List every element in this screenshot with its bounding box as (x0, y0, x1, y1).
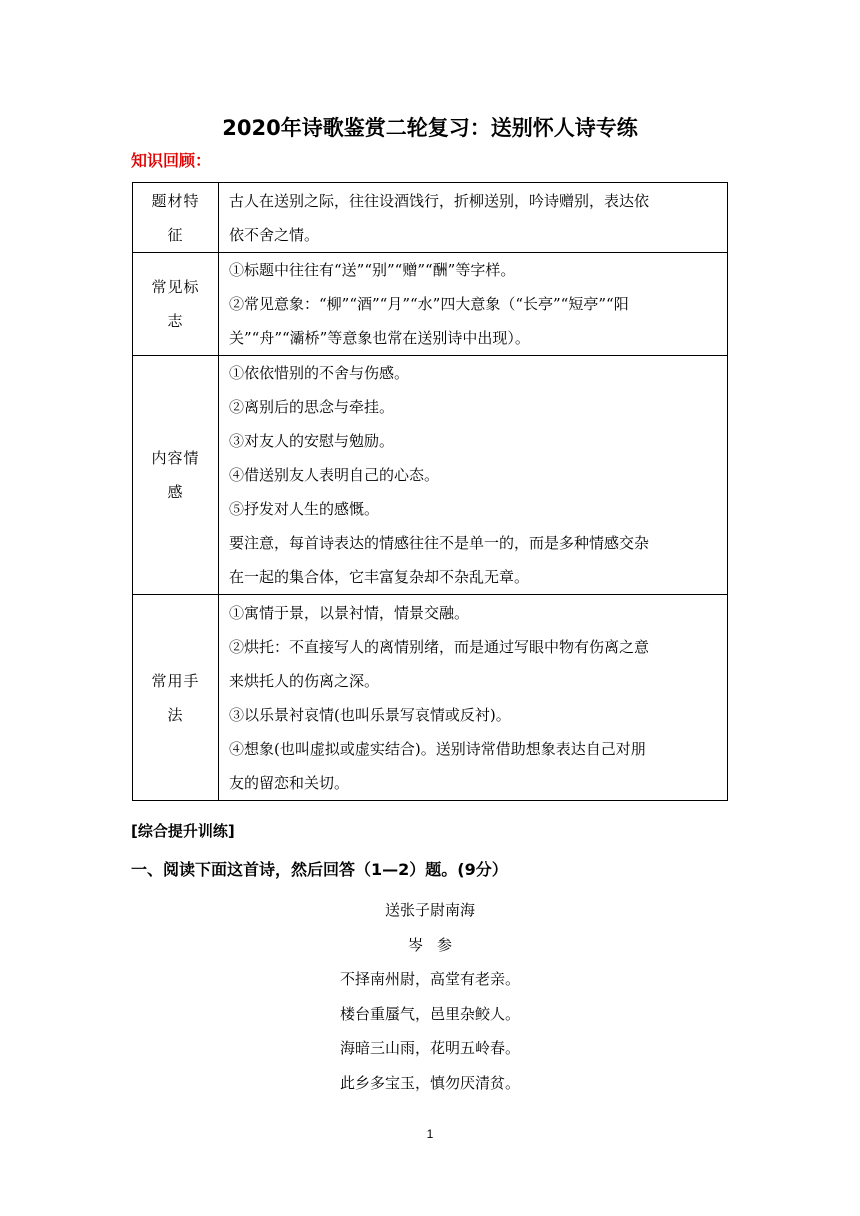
poem-title: 送张子尉南海 (384, 901, 475, 919)
content-line: 要注意，每首诗表达的情感往往不是单一的，而是多种情感交杂 (229, 534, 650, 552)
row-label-line: 题材特 (151, 191, 200, 210)
practice-heading: [综合提升训练] (131, 822, 235, 840)
table-row (133, 253, 728, 356)
row-label (133, 356, 219, 595)
poem-line: 不择南州尉，高堂有老亲。 (339, 970, 520, 988)
poem-line: 楼台重蜃气，邑里杂鲛人。 (339, 1004, 520, 1023)
row-label (133, 253, 219, 356)
content-line: ①寓情于景，以景衬情，情景交融。 (229, 603, 470, 622)
content-line: ①依依惜别的不舍与伤感。 (229, 364, 410, 382)
content-line: ①标题中往往有“送”“别”“赠”“酬”等字样。 (229, 261, 516, 279)
row-label (133, 183, 219, 253)
row-content (219, 183, 728, 253)
row-label-line: 内容情 (151, 449, 200, 467)
row-label-line: 法 (167, 705, 184, 724)
content-line: 关”“舟”“灞桥”等意象也常在送别诗中出现）。 (229, 329, 530, 347)
page-title: 2020年诗歌鉴赏二轮复习：送别怀人诗专练 (222, 116, 638, 140)
knowledge-heading: 知识回顾： (131, 151, 212, 170)
table-row (133, 356, 728, 595)
content-line: ②离别后的思念与牵挂。 (229, 398, 395, 416)
content-line: ②常见意象：“柳”“酒”“月”“水”四大意象（“长亭”“短亭”“阳 (229, 295, 629, 313)
page-number: 1 (426, 1127, 434, 1141)
table-row (133, 595, 728, 801)
content-line: 来烘托人的伤离之深。 (229, 671, 380, 690)
content-line: ④借送别友人表明自己的心态。 (229, 466, 440, 484)
row-label (133, 595, 219, 801)
content-line: 古人在送别之际，往往设酒饯行，折柳送别，吟诗赠别，表达依 (229, 191, 650, 210)
row-content (219, 595, 728, 801)
content-line: 在一起的集合体，它丰富复杂却不杂乱无章。 (229, 568, 530, 586)
row-label-line: 感 (167, 483, 184, 501)
poem-line: 海暗三山雨，花明五岭春。 (339, 1039, 520, 1057)
content-line: 友的留恋和关切。 (229, 773, 350, 792)
row-label-line: 常见标 (151, 278, 200, 296)
row-label-line: 志 (167, 312, 184, 330)
row-content (219, 253, 728, 356)
table-row (133, 183, 728, 253)
question-heading: 一、阅读下面这首诗，然后回答（1—2）题。(9分） (131, 860, 508, 879)
content-line: ③以乐景衬哀情(也叫乐景写哀情或反衬)。 (229, 705, 511, 724)
row-content (219, 356, 728, 595)
poem-block (0, 893, 860, 1100)
content-line: ④想象(也叫虚拟或虚实结合)。送别诗常借助想象表达自己对朋 (229, 739, 646, 758)
knowledge-table (132, 182, 728, 801)
content-line: ②烘托：不直接写人的离情别绪，而是通过写眼中物有伤离之意 (229, 637, 650, 656)
poem-author: 岑参 (407, 935, 466, 954)
row-label-line: 征 (167, 225, 184, 244)
content-line: ③对友人的安慰与勉励。 (229, 432, 395, 450)
content-line: ⑤抒发对人生的感慨。 (229, 500, 380, 518)
poem-line: 此乡多宝玉，慎勿厌清贫。 (339, 1073, 520, 1092)
content-line: 依不舍之情。 (229, 225, 320, 244)
row-label-line: 常用手 (151, 671, 200, 690)
